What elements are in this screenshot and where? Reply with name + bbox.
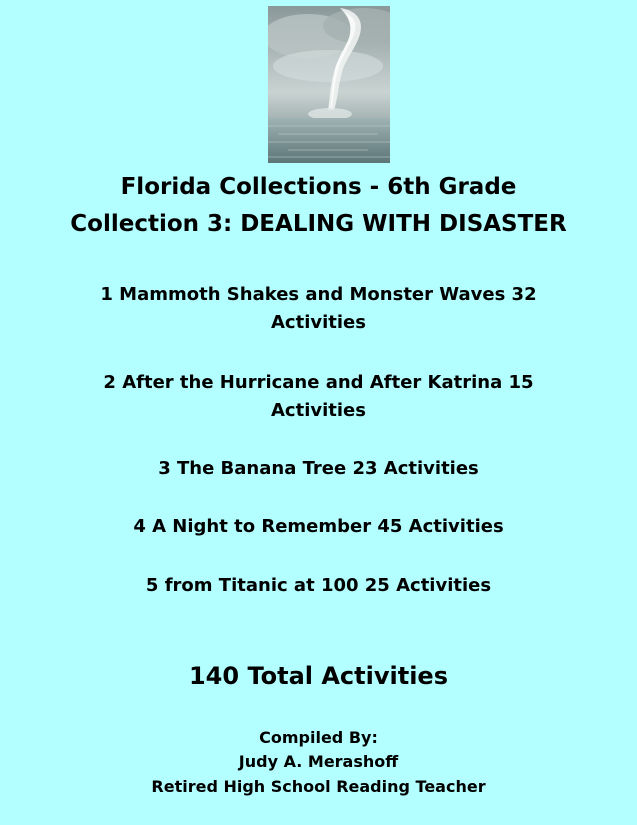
list-item: 2 After the Hurricane and After Katrina 15 Activities [103,372,534,421]
title-line-1: Florida Collections - 6th Grade [120,174,517,200]
tornado-photo [268,6,390,163]
author-name: Judy A. Merashoff [238,752,399,771]
total-activities: 140 Total Activities [188,662,448,690]
compiled-by-label: Compiled By: [259,728,378,747]
list-item: 1 Mammoth Shakes and Monster Waves 32 Activities [100,284,537,333]
list-item: 4 A Night to Remember 45 Activities [133,516,504,537]
list-item: 3 The Banana Tree 23 Activities [158,458,479,479]
title-line-2: Collection 3: DEALING WITH DISASTER [70,211,567,237]
author-role: Retired High School Reading Teacher [151,777,486,796]
list-item: 5 from Titanic at 100 25 Activities [145,575,492,596]
